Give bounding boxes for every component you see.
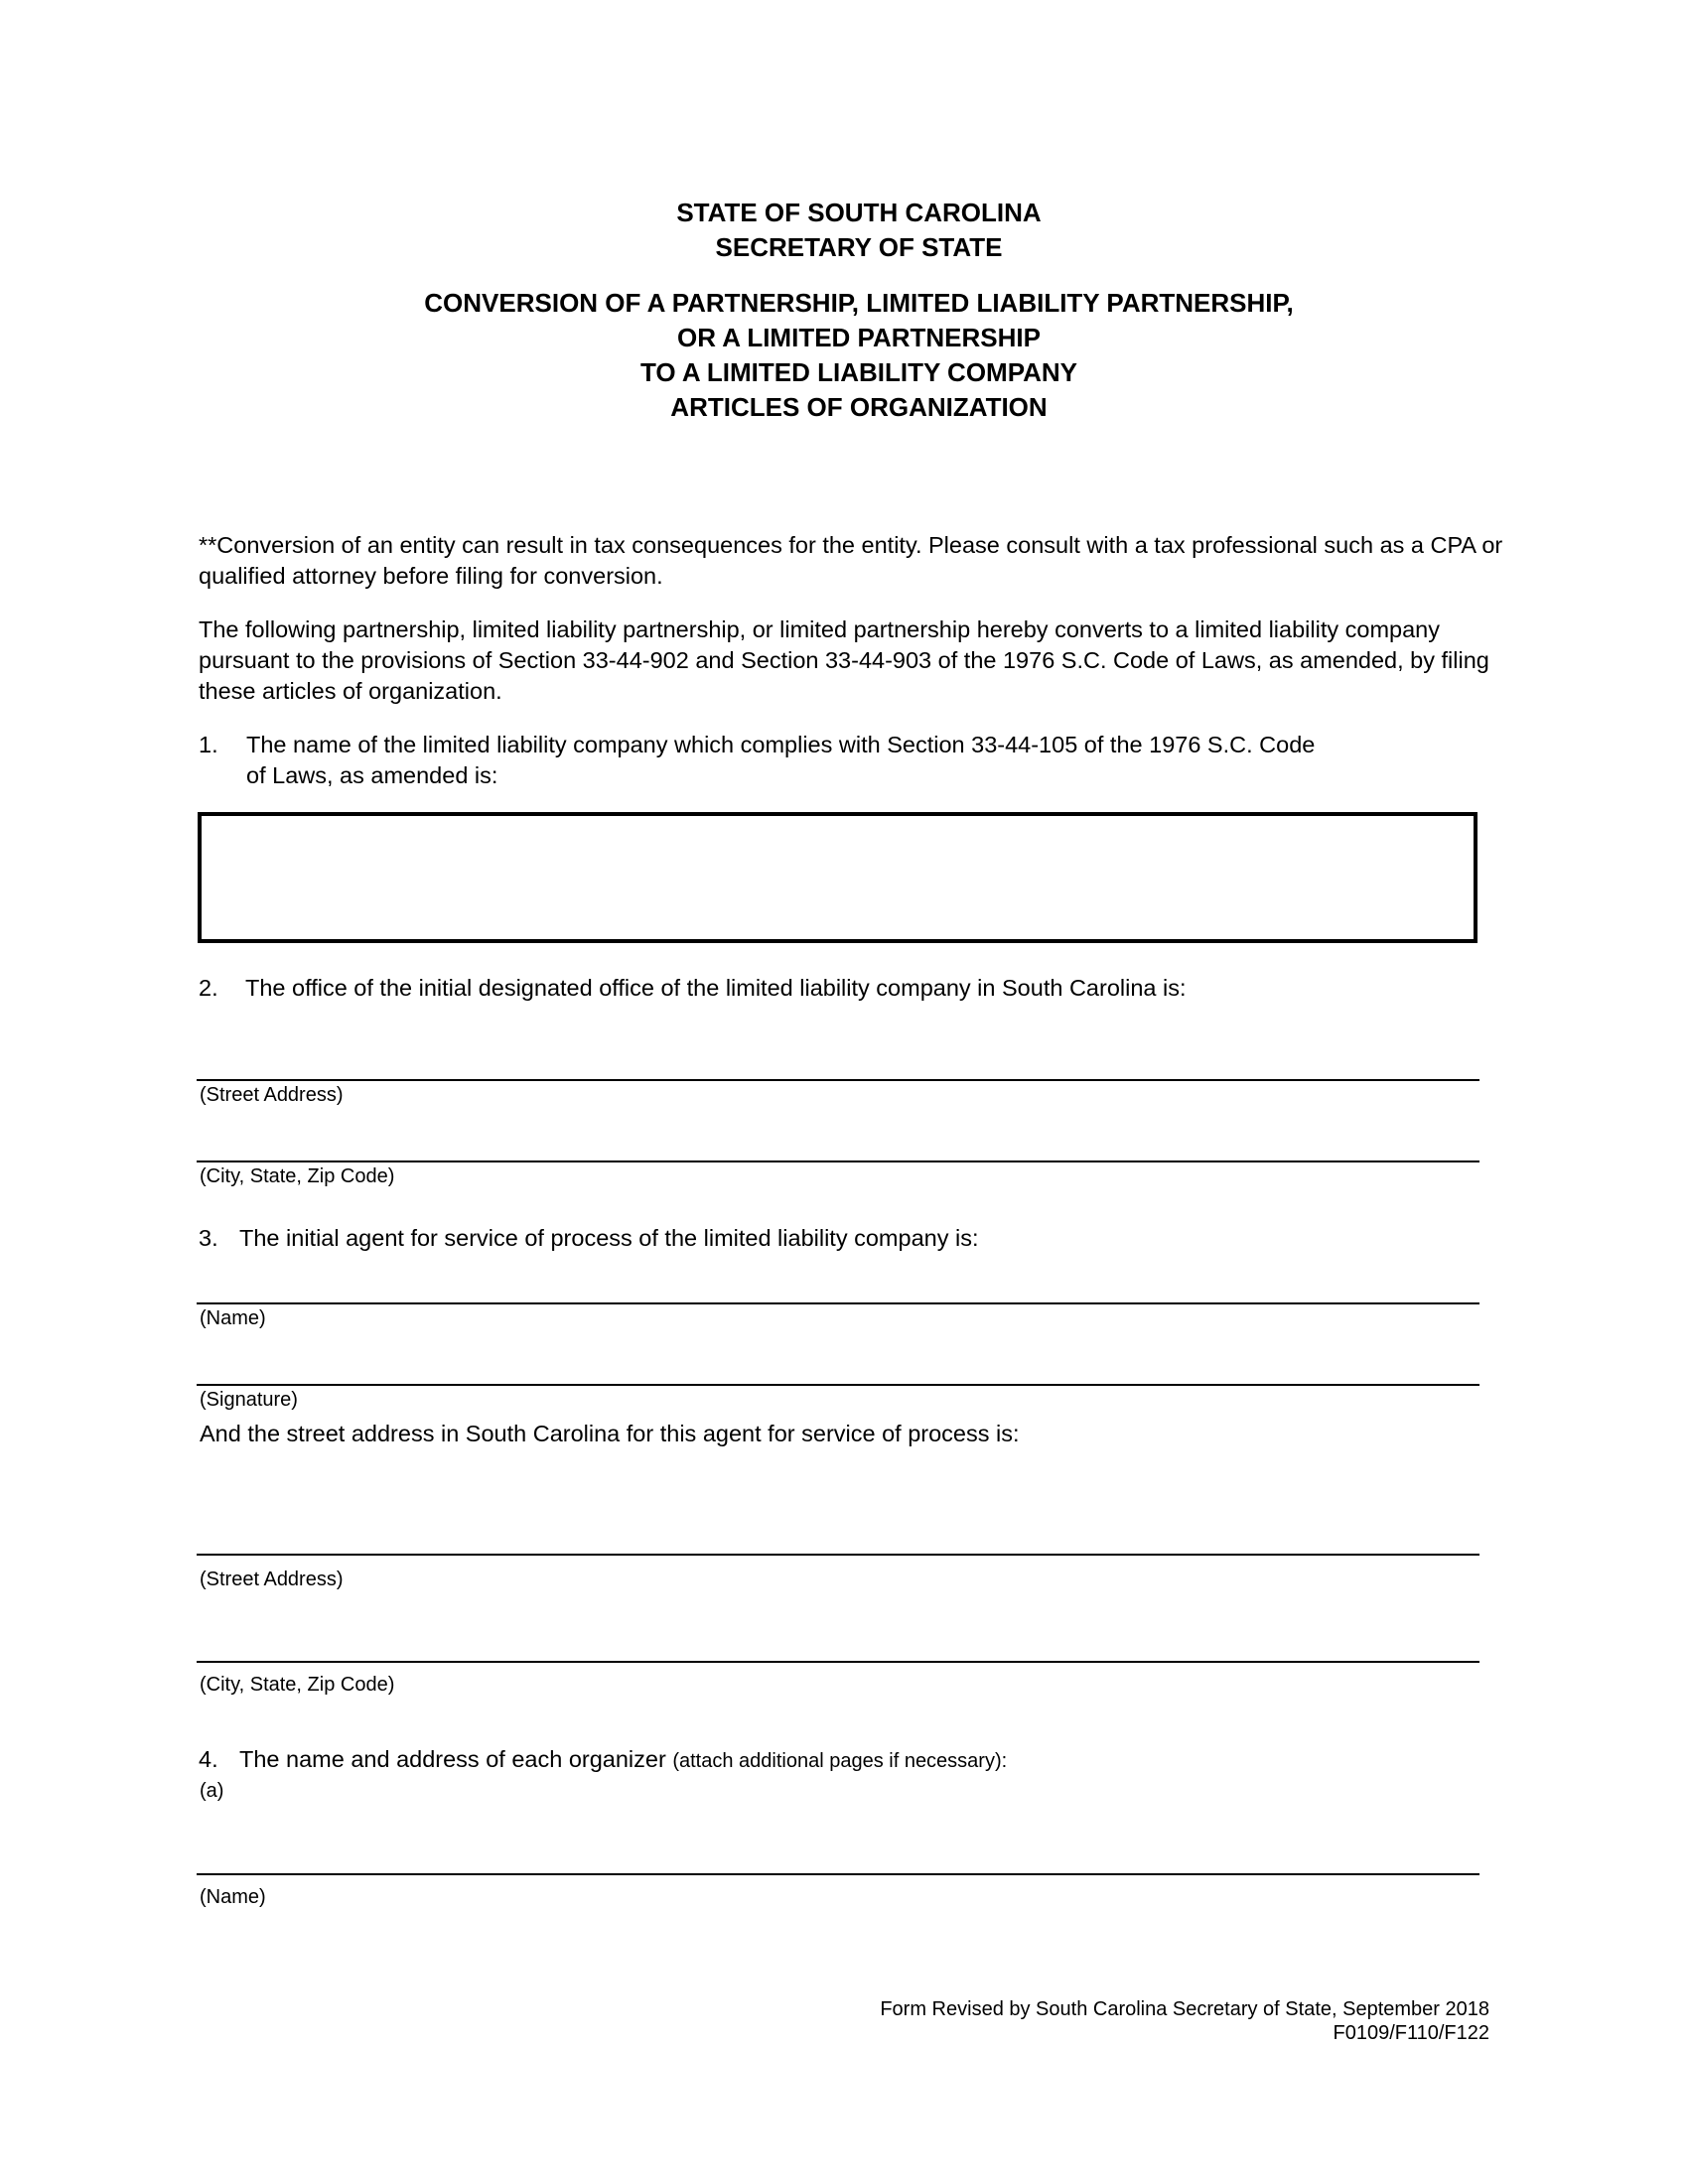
agent-address-text: And the street address in South Carolina for this agent for service of process is: <box>200 1421 1020 1446</box>
item4-note: (attach additional pages if necessary): <box>672 1750 1008 1772</box>
form-revision-note: Form Revised by South Carolina Secretary of State, September 2018 <box>880 1998 1489 2020</box>
intro-paragraph: The following partnership, limited liability partnership, or limited partnership hereby converts to a limited liability company pursuant to the provisions of Section 33-44-902 and Section 33-44-903 of the 1976 S.C. Code of Laws, as amended, by filing these articles of organization. <box>199 616 1489 704</box>
agent-signature-caption: (Signature) <box>200 1389 298 1411</box>
agent-name-field[interactable] <box>197 1302 1479 1304</box>
office-city-state-zip-field[interactable] <box>197 1160 1479 1162</box>
organizer-name-field[interactable] <box>197 1873 1479 1875</box>
item1-text-line-1: The name of the limited liability company which complies with Section 33-44-105 of the 1976 S.C. Code <box>246 732 1316 757</box>
agent-street-address-caption: (Street Address) <box>200 1569 344 1590</box>
form-title-line-2: OR A LIMITED PARTNERSHIP <box>677 323 1041 352</box>
tax-notice: **Conversion of an entity can result in tax consequences for the entity. Please consult with a tax professional such as a CPA or qualified attorney before filing for conversion. <box>199 532 1503 589</box>
item4-number: 4. <box>199 1746 218 1772</box>
office-city-state-zip-caption: (City, State, Zip Code) <box>200 1165 395 1187</box>
agent-city-state-zip-caption: (City, State, Zip Code) <box>200 1674 395 1696</box>
item3-number: 3. <box>199 1225 218 1251</box>
form-title-line-3: TO A LIMITED LIABILITY COMPANY <box>639 357 1078 387</box>
office-street-address-field[interactable] <box>197 1079 1479 1081</box>
item4-text: The name and address of each organizer <box>239 1746 666 1772</box>
item2-number: 2. <box>199 975 218 1001</box>
agent-city-state-zip-field[interactable] <box>197 1661 1479 1663</box>
form-title-line-4: ARTICLES OF ORGANIZATION <box>670 392 1048 422</box>
agent-street-address-field[interactable] <box>197 1554 1479 1556</box>
state-heading: STATE OF SOUTH CAROLINA <box>676 198 1042 227</box>
item4-heading <box>239 1744 1007 1777</box>
organizer-name-caption: (Name) <box>200 1886 266 1908</box>
office-heading: SECRETARY OF STATE <box>715 232 1003 262</box>
item1-number: 1. <box>199 732 218 757</box>
form-title-line-1: CONVERSION OF A PARTNERSHIP, LIMITED LIABILITY PARTNERSHIP, <box>424 288 1294 318</box>
item2-text: The office of the initial designated office of the limited liability company in South Carolina is: <box>245 975 1187 1001</box>
office-street-address-caption: (Street Address) <box>200 1084 344 1106</box>
item3-text: The initial agent for service of process of the limited liability company is: <box>239 1225 979 1251</box>
form-number: F0109/F110/F122 <box>1333 2022 1489 2044</box>
agent-name-caption: (Name) <box>200 1307 266 1329</box>
llc-name-field[interactable] <box>198 812 1477 943</box>
agent-signature-field[interactable] <box>197 1384 1479 1386</box>
item1-text-line-2: of Laws, as amended is: <box>246 762 498 788</box>
organizer-a-label: (a) <box>200 1780 224 1802</box>
